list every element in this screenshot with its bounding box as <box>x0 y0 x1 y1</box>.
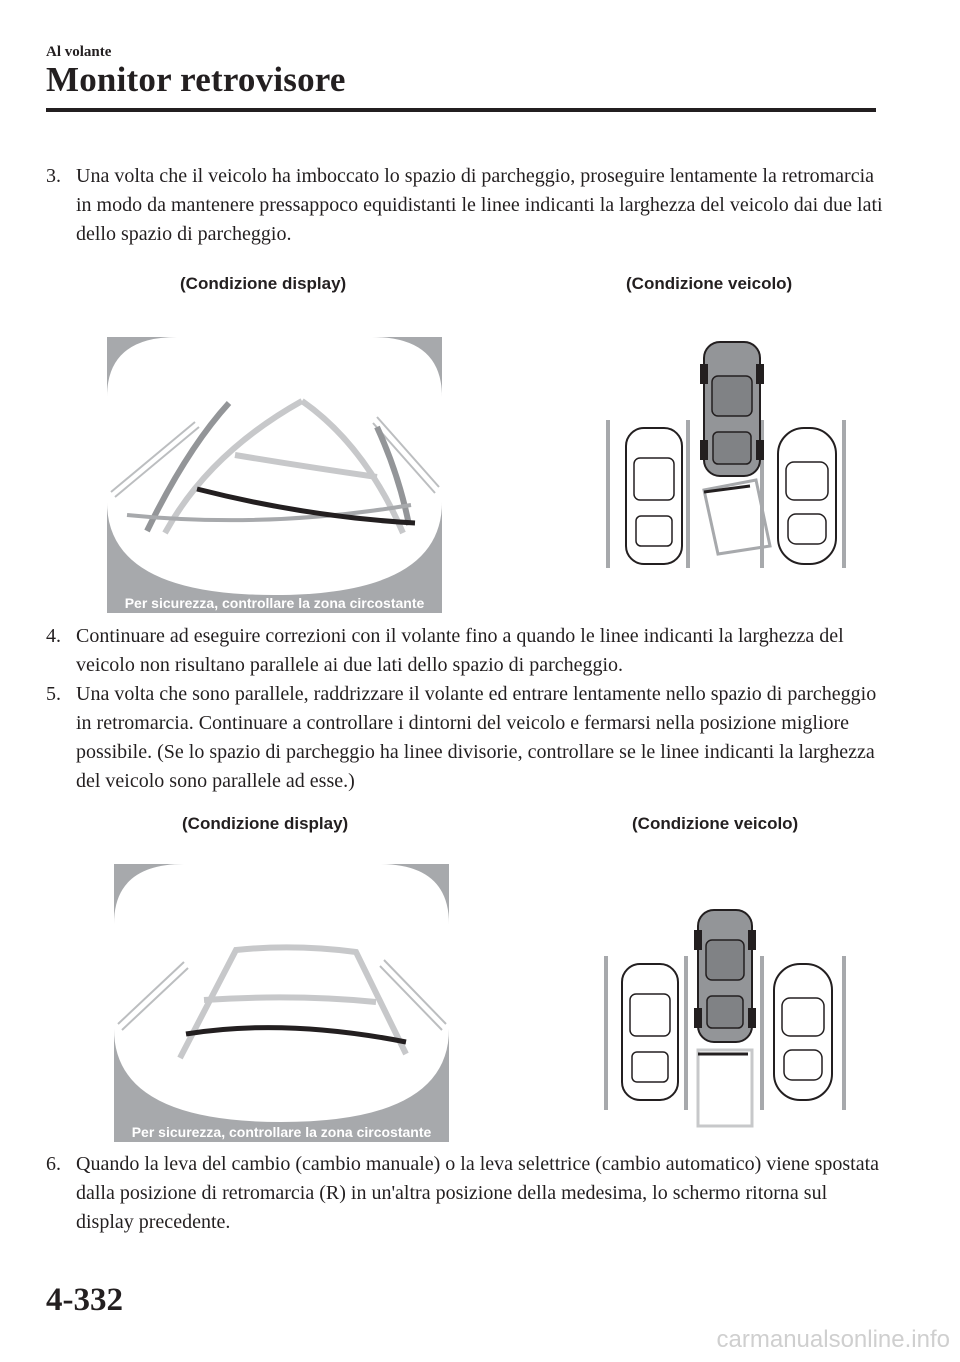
section-label: Al volante <box>46 44 112 60</box>
rear-camera-view-graphic <box>107 337 442 613</box>
step-text: Continuare ad eseguire correzioni con il volante fino a quando le linee indicanti la larghezza del veicolo non risultano parallele ai due lati dello spazio di parcheggio. <box>76 625 844 676</box>
step-3 <box>46 162 886 249</box>
title-rule <box>46 108 876 112</box>
step-text: Una volta che il veicolo ha imboccato lo spazio di parcheggio, proseguire lentamente la retromarcia in modo da mantenere pressappoco equidistanti le linee indicanti la larghezza del veicolo dai due lati dello spazio di parcheggio. <box>76 165 883 245</box>
step-5 <box>46 680 886 796</box>
step-number: 5. <box>46 683 61 705</box>
page-title: Monitor retrovisore <box>46 60 346 99</box>
screen-warning-text: Per sicurezza, controllare la zona circostante <box>124 595 425 611</box>
vehicle-condition-caption: (Condizione veicolo) <box>626 274 793 293</box>
vehicle-parking-diagram <box>600 906 850 1130</box>
display-condition-caption: (Condizione display) <box>182 814 349 833</box>
step-number: 3. <box>46 165 61 187</box>
step-number: 6. <box>46 1153 61 1175</box>
vehicle-parking-graphic <box>600 340 850 572</box>
vehicle-parking-graphic <box>600 906 850 1130</box>
display-condition-caption: (Condizione display) <box>180 274 347 293</box>
step-text: Una volta che sono parallele, raddrizzare il volante ed entrare lentamente nello spazio di parcheggio in retromarcia. Continuare a controllare i dintorni del veicolo e fermarsi nella posizione migliore possibile. (Se lo spazio di parcheggio ha linee divisorie, controllare se le linee indicanti la larghezza del veicolo sono parallele ad esse.) <box>76 683 877 792</box>
rear-camera-view-graphic <box>114 864 449 1142</box>
rear-camera-display <box>107 337 442 613</box>
rear-camera-display <box>114 864 449 1142</box>
watermark: carmanualsonline.info <box>716 1326 950 1353</box>
step-4 <box>46 622 886 680</box>
step-text: Quando la leva del cambio (cambio manuale) o la leva selettrice (cambio automatico) viene spostata dalla posizione di retromarcia (R) in un'altra posizione della medesima, lo schermo ritorna sul display precedente. <box>76 1153 880 1233</box>
page-number: 4-332 <box>46 1282 123 1318</box>
screen-warning-text: Per sicurezza, controllare la zona circostante <box>131 1124 432 1140</box>
step-6 <box>46 1150 886 1237</box>
vehicle-condition-caption: (Condizione veicolo) <box>632 814 799 833</box>
step-number: 4. <box>46 625 61 647</box>
vehicle-parking-diagram <box>600 340 850 572</box>
